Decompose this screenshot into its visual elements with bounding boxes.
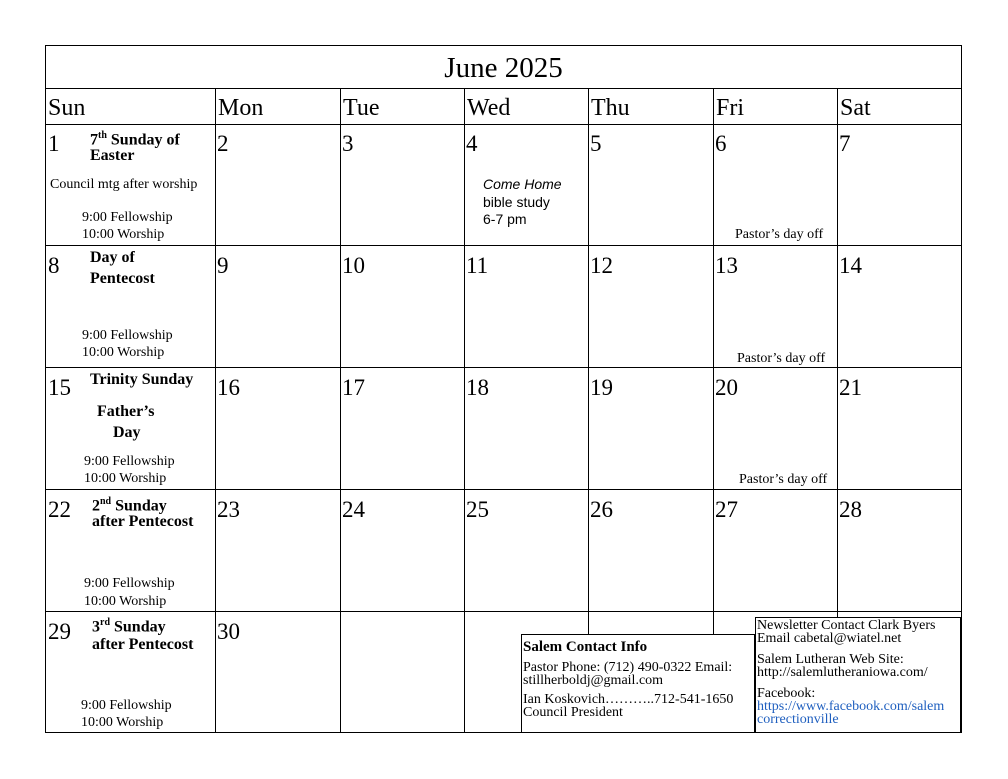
- event-note: Council mtg after worship: [50, 177, 198, 192]
- date-number: 5: [590, 131, 602, 156]
- date-number: 13: [715, 253, 738, 278]
- pastor-day-off: Pastor’s day off: [739, 472, 828, 487]
- event-title: 3rd Sunday: [92, 617, 166, 636]
- grid-line: [46, 367, 961, 368]
- grid-line: [713, 89, 714, 634]
- facebook-link[interactable]: https://www.facebook.com/salem: [757, 699, 945, 714]
- event-fellowship: 9:00 Fellowship: [82, 210, 173, 225]
- newsletter-box: [755, 617, 961, 733]
- date-number: 8: [48, 253, 60, 278]
- grid-line: [588, 89, 589, 634]
- event-title: Easter: [90, 147, 135, 164]
- date-number: 27: [715, 497, 738, 522]
- newsletter-email: Email cabetal@wiatel.net: [757, 631, 902, 646]
- pastor-contact: Pastor Phone: (712) 490-0322 Email: stillherboldj@gmail.com: [523, 660, 733, 688]
- header-wed: Wed: [465, 89, 589, 125]
- website-url[interactable]: http://salemlutheraniowa.com/: [757, 665, 928, 680]
- date-number: 21: [839, 375, 862, 400]
- header-fri: Fri: [714, 89, 838, 125]
- event-worship: 10:00 Worship: [84, 594, 167, 609]
- grid-line: [46, 489, 961, 490]
- date-number: 14: [839, 253, 862, 278]
- calendar: [45, 45, 962, 733]
- event-title: after Pentecost: [92, 513, 194, 530]
- event-fellowship: 9:00 Fellowship: [84, 576, 175, 591]
- contact-heading: Salem Contact Info: [523, 639, 648, 655]
- date-number: 20: [715, 375, 738, 400]
- header-mon: Mon: [216, 89, 341, 125]
- event-worship: 10:00 Worship: [82, 227, 165, 242]
- event-fellowship: 9:00 Fellowship: [81, 698, 172, 713]
- date-number: 1: [48, 131, 60, 156]
- date-number: 10: [342, 253, 365, 278]
- date-number: 18: [466, 375, 489, 400]
- contact-info-box: [521, 634, 755, 733]
- header-thu: Thu: [589, 89, 714, 125]
- date-number: 30: [217, 619, 240, 644]
- date-number: 15: [48, 375, 71, 400]
- date-number: 29: [48, 619, 71, 644]
- header-tue: Tue: [341, 89, 465, 125]
- grid-line: [340, 89, 341, 732]
- date-number: 7: [839, 131, 851, 156]
- event-worship: 10:00 Worship: [81, 715, 164, 730]
- date-number: 25: [466, 497, 489, 522]
- event-title: Pentecost: [90, 270, 155, 287]
- event-worship: 10:00 Worship: [82, 345, 165, 360]
- event-worship: 10:00 Worship: [84, 471, 167, 486]
- grid-line: [837, 89, 838, 634]
- grid-line: [215, 89, 216, 732]
- council-president-phone: Ian Koskovich………..712-541-1650: [523, 692, 734, 707]
- date-number: 6: [715, 131, 727, 156]
- date-number: 19: [590, 375, 613, 400]
- event-title: Day of: [90, 249, 135, 266]
- event-fellowship: 9:00 Fellowship: [82, 328, 173, 343]
- event-title: Day: [113, 424, 141, 441]
- date-number: 23: [217, 497, 240, 522]
- date-number: 12: [590, 253, 613, 278]
- pastor-day-off: Pastor’s day off: [737, 351, 826, 366]
- date-number: 26: [590, 497, 613, 522]
- event-title: Trinity Sunday: [90, 371, 194, 388]
- event-title: 2nd Sunday: [92, 496, 167, 515]
- council-president-label: Council President: [523, 705, 623, 720]
- facebook-label: Facebook:: [757, 686, 816, 701]
- website-label: Salem Lutheran Web Site:: [757, 652, 904, 667]
- calendar-title: June 2025: [46, 46, 961, 89]
- event-title: Father’s: [97, 403, 155, 420]
- grid-line: [46, 245, 961, 246]
- event-title: Come Home: [483, 176, 562, 192]
- header-sun: Sun: [46, 89, 216, 125]
- header-sat: Sat: [838, 89, 961, 125]
- event-note: bible study: [483, 194, 550, 210]
- grid-line: [464, 89, 465, 732]
- pastor-day-off: Pastor’s day off: [735, 227, 824, 242]
- date-number: 4: [466, 131, 478, 156]
- date-number: 24: [342, 497, 365, 522]
- date-number: 3: [342, 131, 354, 156]
- event-time: 6-7 pm: [483, 211, 527, 227]
- date-number: 28: [839, 497, 862, 522]
- event-title: 7th Sunday of: [90, 130, 180, 149]
- date-number: 22: [48, 497, 71, 522]
- date-number: 9: [217, 253, 229, 278]
- facebook-link-continued[interactable]: correctionville: [757, 712, 839, 727]
- date-number: 16: [217, 375, 240, 400]
- event-fellowship: 9:00 Fellowship: [84, 454, 175, 469]
- newsletter-contact: Newsletter Contact Clark Byers: [757, 618, 936, 633]
- event-title: after Pentecost: [92, 636, 194, 653]
- grid-line: [46, 611, 961, 612]
- date-number: 11: [466, 253, 489, 278]
- date-number: 2: [217, 131, 229, 156]
- date-number: 17: [342, 375, 365, 400]
